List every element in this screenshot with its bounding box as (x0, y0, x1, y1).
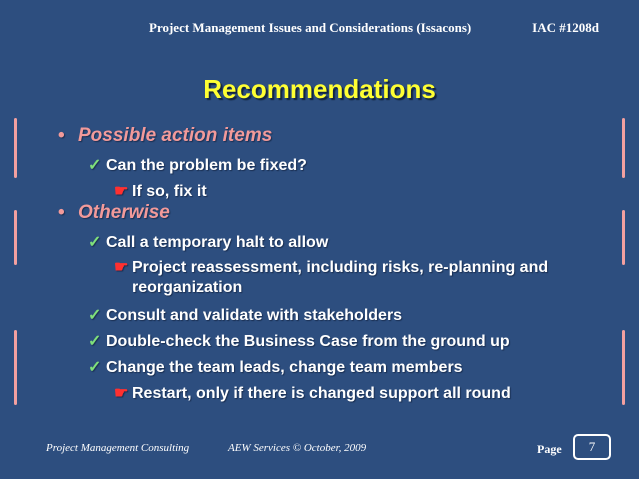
list-item (114, 383, 511, 403)
list-item-text: Double-check the Business Case from the ground up (106, 333, 510, 350)
bullet-dot-icon: • (58, 125, 65, 146)
footer-copyright: AEW Services © October, 2009 (228, 442, 367, 454)
list-item-text: Possible action items (78, 125, 273, 146)
list-item (88, 305, 402, 325)
list-item (114, 181, 207, 201)
list-item (88, 232, 328, 252)
decorative-bar (622, 210, 625, 265)
list-item (58, 202, 170, 224)
header-title: Project Management Issues and Considerations (Issacons) (149, 20, 472, 35)
list-item-text: Otherwise (78, 202, 170, 223)
list-item (88, 155, 307, 175)
footer-page-label: Page (537, 442, 562, 456)
decorative-bar (622, 118, 625, 178)
decorative-bar (14, 330, 17, 405)
decorative-bar (622, 330, 625, 405)
list-item-text: Change the team leads, change team members (106, 359, 463, 376)
pointing-hand-icon: ☛ (114, 385, 129, 402)
page-number: 7 (573, 434, 611, 460)
decorative-bar (14, 118, 17, 178)
list-item-text: If so, fix it (132, 183, 207, 200)
footer-company: Project Management Consulting (46, 442, 190, 454)
list-item-text: Consult and validate with stakeholders (106, 307, 403, 324)
list-item-text: Call a temporary halt to allow (106, 234, 329, 251)
bullet-dot-icon: • (58, 202, 65, 223)
pointing-hand-icon: ☛ (114, 259, 129, 276)
list-item (58, 125, 272, 147)
check-mark-icon: ✓ (88, 359, 102, 376)
list-item-text: Can the problem be fixed? (106, 157, 307, 174)
list-item (88, 357, 463, 377)
list-item (88, 331, 510, 351)
list-item (114, 258, 574, 298)
check-mark-icon: ✓ (88, 234, 102, 251)
slide-title: Recommendations (203, 74, 436, 104)
check-mark-icon: ✓ (88, 307, 102, 324)
list-item-text: Project reassessment, including risks, re-planning and reorganization (132, 259, 549, 296)
list-item-text: Restart, only if there is changed support all round (132, 385, 511, 402)
header-code: IAC #1208d (532, 20, 599, 35)
pointing-hand-icon: ☛ (114, 183, 129, 200)
check-mark-icon: ✓ (88, 333, 102, 350)
check-mark-icon: ✓ (88, 157, 102, 174)
decorative-bar (14, 210, 17, 265)
